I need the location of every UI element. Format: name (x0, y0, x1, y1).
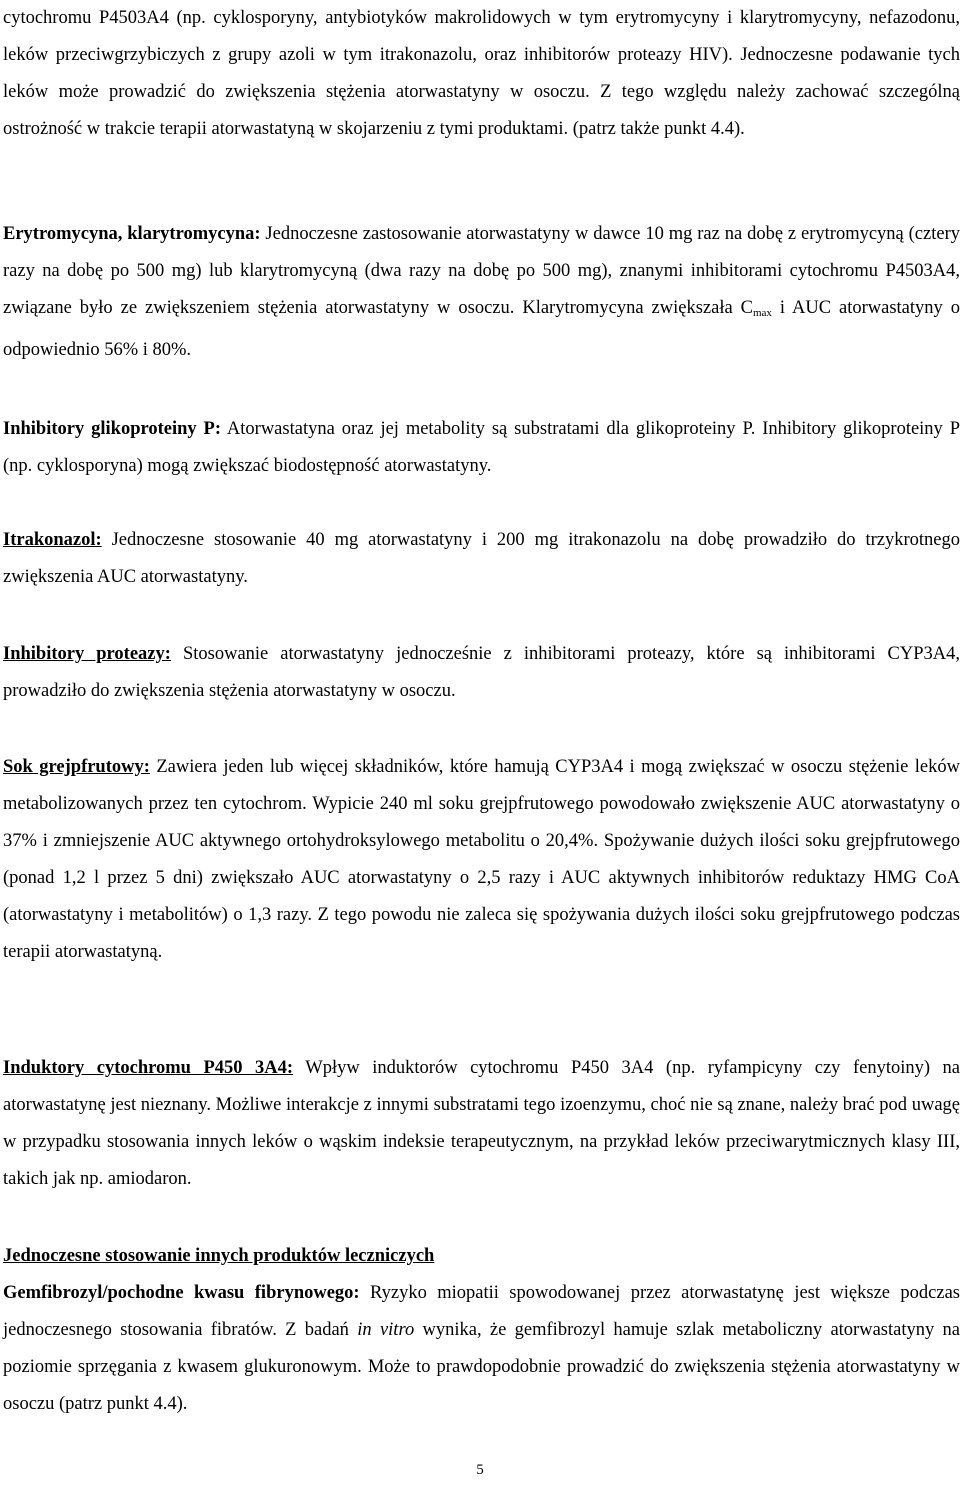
inducers-heading: Induktory cytochromu P450 3A4: (3, 1058, 294, 1078)
protease-text: Stosowanie atorwastatyny jednocześnie z inhibitorami proteazy, które są inhibitorami CYP3A4, prowadziło do zwiększenia stężenia atorwastatyny w osoczu. (3, 644, 960, 701)
paragraph-protease-inhibitors (3, 636, 960, 710)
erythromycin-text-b: i AUC atorwastatyny o odpowiednio 56% i 80%. (3, 298, 960, 360)
protease-heading: Inhibitory proteazy: (3, 644, 171, 664)
gemfibrozil-heading: Gemfibrozyl/pochodne kwasu fibrynowego: (3, 1283, 360, 1303)
paragraph-itraconazole (3, 522, 960, 596)
gemfibrozil-text-a: Ryzyko miopatii spowodowanej przez atorwastatynę jest większe podczas jednoczesnego stosowania fibratów. Z badań (3, 1283, 960, 1340)
paragraph-intro (3, 0, 960, 148)
in-vitro-italic: in vitro (357, 1320, 415, 1340)
grapefruit-heading: Sok grejpfrutowy: (3, 757, 150, 777)
paragraph-erythromycin (3, 216, 960, 369)
grapefruit-text: Zawiera jeden lub więcej składników, które hamują CYP3A4 i mogą zwiększać w osoczu stężenie leków metabolizowanych przez ten cytochrom. Wypicie 240 ml soku grejpfrutowego powodowało zwiększenie AUC atorwastatyny o 37% i zmniejszenie AUC aktywnego ortohydroksylowego metabolitu o 20,4%. Spożywanie dużych ilości soku grejpfrutowego (ponad 1,2 l przez 5 dni) zwiększało AUC atorwastatyny o 2,5 razy i AUC aktywnych inhibitorów reduktazy HMG CoA (atorwastatyny i metabolitów) o 1,3 razy. Z tego powodu nie zaleca się spożywania dużych ilości soku grejpfrutowego podczas terapii atorwastatyną. (3, 757, 960, 962)
paragraph-intro-text: cytochromu P4503A4 (np. cyklosporyny, antybiotyków makrolidowych w tym erytromycyny i klarytromycyny, nefazodonu, leków przeciwgrzybiczych z grupy azoli w tym itrakonazolu, oraz inhibitorów proteazy HIV). Jednoczesne podawanie tych leków może prowadzić do zwiększenia stężenia atorwastatyny w osoczu. Z tego względu należy zachować szczególną ostrożność w trakcie terapii atorwastatyną w skojarzeniu z tymi produktami. (patrz także punkt 4.4). (3, 8, 960, 139)
paragraph-inducers (3, 1050, 960, 1198)
gemfibrozil-text-b: wynika, że gemfibrozyl hamuje szlak metaboliczny atorwastatyny na poziomie sprzęgania z kwasem glukuronowym. Może to prawdopodobnie prowadzić do zwiększenia stężenia atorwastatyny w osoczu (patrz punkt 4.4). (3, 1320, 960, 1414)
erythromycin-text-a: Jednoczesne zastosowanie atorwastatyny w dawce 10 mg raz na dobę z erytromycyną (cztery razy na dobę po 500 mg) lub klarytromycyną (dwa razy na dobę po 500 mg), znanymi inhibitorami cytochromu P4503A4, związane było ze zwiększeniem stężenia atorwastatyny w osoczu. Klarytromycyna zwiększała C (3, 224, 960, 318)
paragraph-pgp-inhibitors (3, 411, 960, 485)
itraconazole-heading: Itrakonazol: (3, 530, 102, 550)
paragraph-grapefruit (3, 749, 960, 971)
pgp-text: Atorwastatyna oraz jej metabolity są substratami dla glikoproteiny P. Inhibitory glikoproteiny P (np. cyklosporyna) mogą zwiększać biodostępność atorwastatyny. (3, 419, 960, 476)
itraconazole-text: Jednoczesne stosowanie 40 mg atorwastatyny i 200 mg itrakonazolu na dobę prowadziło do trzykrotnego zwiększenia AUC atorwastatyny. (3, 530, 960, 587)
inducers-text: Wpływ induktorów cytochromu P450 3A4 (np. ryfampicyny czy fenytoiny) na atorwastatynę jest nieznany. Możliwe interakcje z innymi substratami tego izoenzymu, choć nie są znane, należy brać pod uwagę w przypadku stosowania innych leków o wąskim indeksie terapeutycznym, na przykład leków przeciwarytmicznych klasy III, takich jak np. amiodaron. (3, 1058, 960, 1189)
paragraph-gemfibrozil (3, 1275, 960, 1423)
pgp-heading: Inhibitory glikoproteiny P: (3, 419, 222, 439)
erythromycin-heading: Erytromycyna, klarytromycyna: (3, 224, 261, 244)
cmax-subscript: max (752, 307, 772, 319)
section-heading: Jednoczesne stosowanie innych produktów leczniczych (3, 1246, 435, 1266)
page-number: 5 (476, 1462, 484, 1478)
section-concomitant-use (3, 1238, 960, 1423)
